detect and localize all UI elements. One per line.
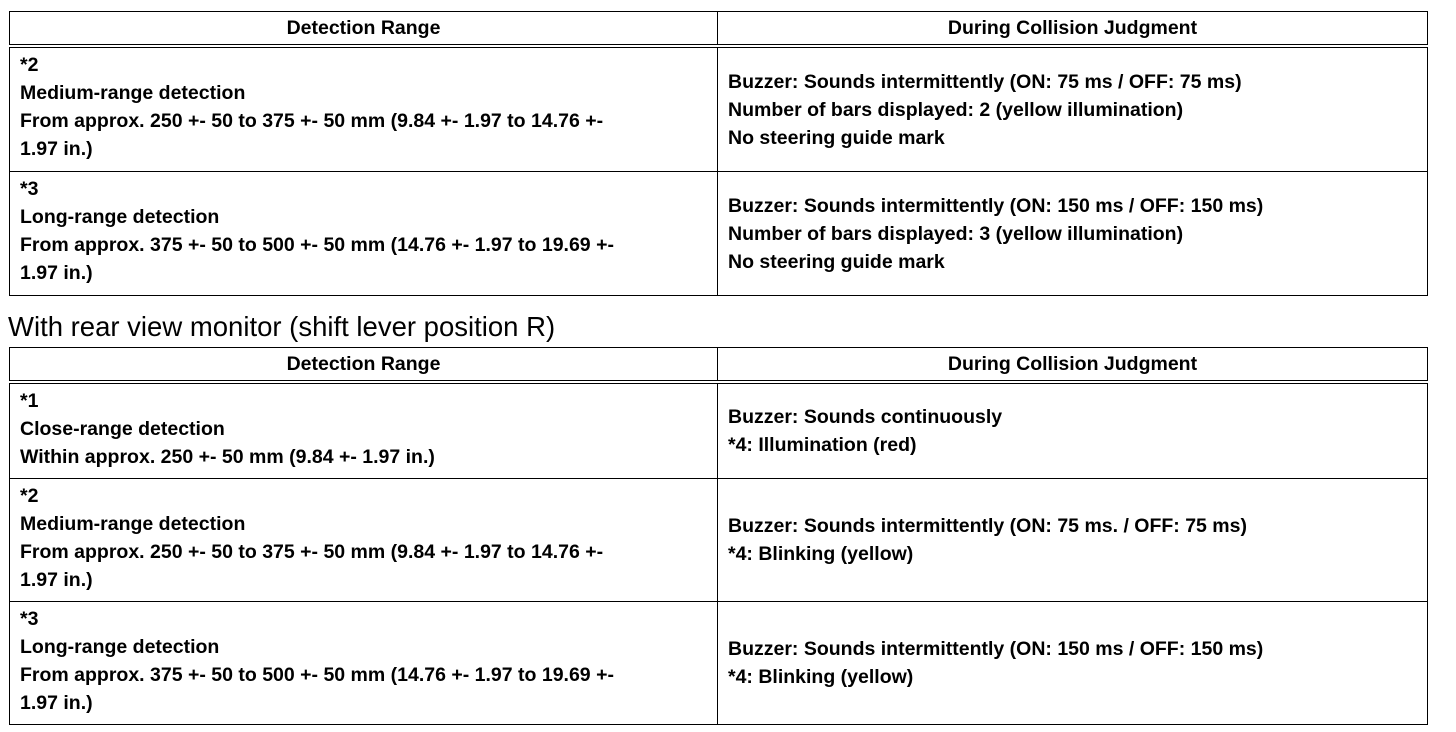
- table-row: [10, 46, 1428, 172]
- buzzer-text: Buzzer: Sounds intermittently (ON: 75 ms / OFF: 75 ms): [728, 70, 1242, 93]
- table-header-row: [10, 12, 1428, 47]
- range-title: Close-range detection: [20, 418, 225, 440]
- bars-text: Number of bars displayed: 3 (yellow illumination): [728, 222, 1184, 245]
- range-marker: *3: [20, 608, 39, 630]
- range-distance-cont: 1.97 in.): [20, 692, 93, 714]
- bars-text: Number of bars displayed: 2 (yellow illumination): [728, 98, 1184, 121]
- collision-judgment-cell: [718, 172, 1428, 296]
- range-distance: Within approx. 250 +- 50 mm (9.84 +- 1.97 in.): [20, 446, 435, 468]
- steering-guide-text: No steering guide mark: [728, 126, 945, 149]
- range-distance: From approx. 375 +- 50 to 500 +- 50 mm (14.76 +- 1.97 to 19.69 +-: [20, 234, 614, 256]
- range-distance: From approx. 250 +- 50 to 375 +- 50 mm (9.84 +- 1.97 to 14.76 +-: [20, 541, 604, 563]
- column-header-collision-judgment: During Collision Judgment: [718, 348, 1428, 383]
- range-title: Medium-range detection: [20, 513, 246, 535]
- range-distance-cont: 1.97 in.): [20, 138, 93, 160]
- range-distance: From approx. 250 +- 50 to 375 +- 50 mm (9.84 +- 1.97 to 14.76 +-: [20, 110, 604, 132]
- detection-table-top: [9, 11, 1428, 296]
- indicator-text: *4: Blinking (yellow): [728, 543, 914, 565]
- detection-table-rear-view: [9, 347, 1428, 725]
- table-header-row: [10, 348, 1428, 383]
- buzzer-text: Buzzer: Sounds intermittently (ON: 150 ms / OFF: 150 ms): [728, 638, 1264, 660]
- column-header-detection-range: Detection Range: [10, 348, 718, 383]
- detection-range-cell: [10, 172, 718, 296]
- column-header-detection-range: Detection Range: [10, 12, 718, 47]
- table-row: [10, 172, 1428, 296]
- range-marker: *1: [20, 390, 39, 412]
- indicator-text: *4: Illumination (red): [728, 434, 917, 456]
- column-header-collision-judgment: During Collision Judgment: [718, 12, 1428, 47]
- table-row: [10, 382, 1428, 479]
- range-distance: From approx. 375 +- 50 to 500 +- 50 mm (14.76 +- 1.97 to 19.69 +-: [20, 664, 614, 686]
- section-heading: With rear view monitor (shift lever position R): [8, 311, 556, 342]
- detection-range-cell: [10, 602, 718, 725]
- collision-judgment-cell: [718, 46, 1428, 172]
- steering-guide-text: No steering guide mark: [728, 250, 945, 273]
- buzzer-text: Buzzer: Sounds continuously: [728, 406, 1003, 428]
- range-distance-cont: 1.97 in.): [20, 569, 93, 591]
- range-marker: *2: [20, 485, 39, 507]
- range-distance-cont: 1.97 in.): [20, 262, 93, 284]
- detection-range-cell: [10, 46, 718, 172]
- range-marker: *3: [20, 178, 39, 200]
- table-row: [10, 479, 1428, 602]
- buzzer-text: Buzzer: Sounds intermittently (ON: 150 ms / OFF: 150 ms): [728, 194, 1264, 217]
- collision-judgment-cell: [718, 602, 1428, 725]
- buzzer-text: Buzzer: Sounds intermittently (ON: 75 ms. / OFF: 75 ms): [728, 515, 1247, 537]
- range-title: Medium-range detection: [20, 82, 246, 104]
- range-title: Long-range detection: [20, 206, 220, 228]
- collision-judgment-cell: [718, 382, 1428, 479]
- table-row: [10, 602, 1428, 725]
- detection-range-cell: [10, 382, 718, 479]
- indicator-text: *4: Blinking (yellow): [728, 666, 914, 688]
- detection-range-cell: [10, 479, 718, 602]
- range-title: Long-range detection: [20, 636, 220, 658]
- range-marker: *2: [20, 54, 39, 76]
- collision-judgment-cell: [718, 479, 1428, 602]
